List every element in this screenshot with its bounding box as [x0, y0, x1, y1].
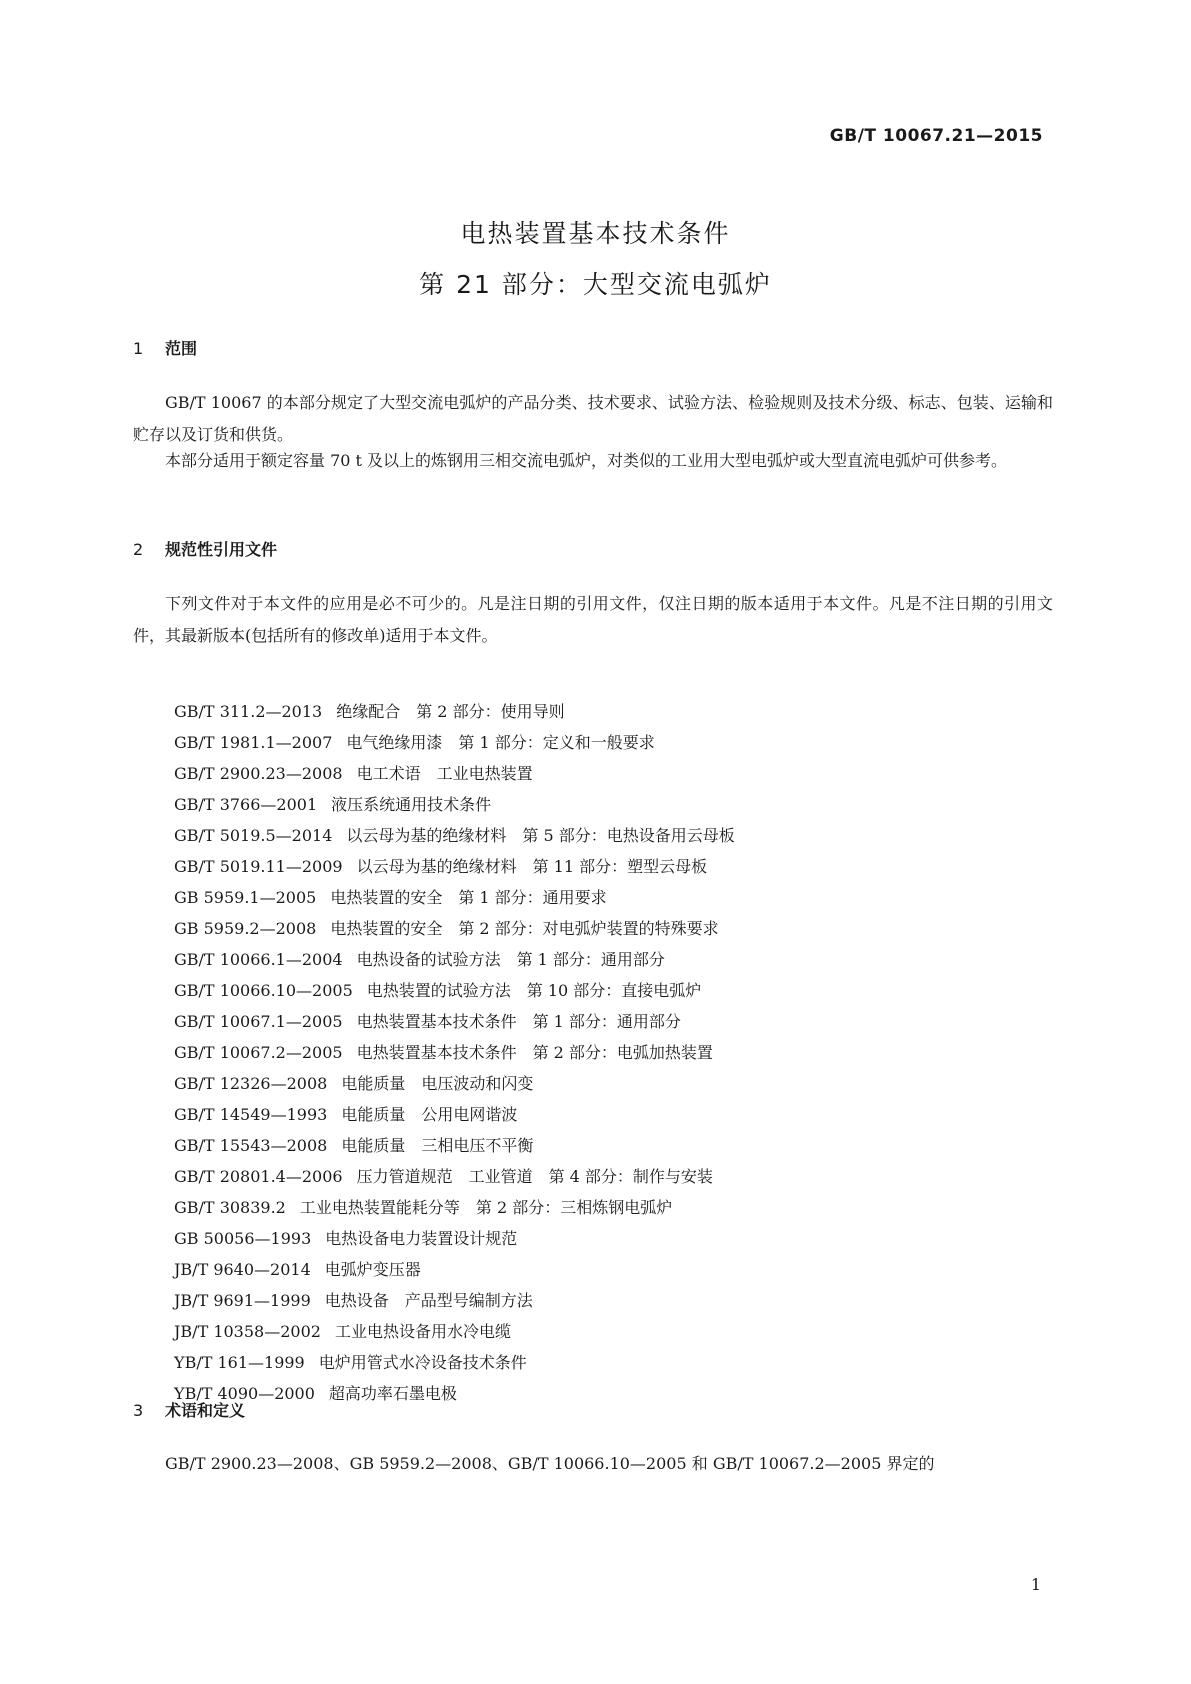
section-1-heading	[133, 336, 197, 359]
reference-item	[174, 851, 735, 882]
reference-code: GB/T 20801.4—2006	[174, 1167, 343, 1186]
reference-code: GB/T 311.2—2013	[174, 702, 323, 721]
reference-code: GB/T 10066.1—2004	[174, 950, 343, 969]
reference-item	[174, 1099, 735, 1130]
reference-code: YB/T 4090—2000	[174, 1384, 315, 1403]
reference-item	[174, 913, 735, 944]
section-3-heading	[133, 1398, 245, 1421]
reference-item	[174, 944, 735, 975]
section-number: 1	[133, 339, 144, 358]
reference-item	[174, 1068, 735, 1099]
reference-item	[174, 758, 735, 789]
reference-code: GB/T 12326—2008	[174, 1074, 328, 1093]
reference-code: GB/T 10067.1—2005	[174, 1012, 343, 1031]
reference-item	[174, 1192, 735, 1223]
reference-code: GB 5959.1—2005	[174, 888, 317, 907]
reference-title: 工业电热装置能耗分等 第 2 部分：三相炼钢电弧炉	[299, 1198, 673, 1217]
reference-code: GB 50056—1993	[174, 1229, 312, 1248]
reference-code: GB/T 5019.5—2014	[174, 826, 333, 845]
reference-item	[174, 1161, 735, 1192]
reference-item	[174, 1223, 735, 1254]
reference-title: 压力管道规范 工业管道 第 4 部分：制作与安装	[356, 1167, 713, 1186]
reference-code: GB/T 14549—1993	[174, 1105, 328, 1124]
document-title-line1: 电热装置基本技术条件	[460, 219, 731, 248]
reference-item	[174, 1006, 735, 1037]
reference-item	[174, 696, 735, 727]
reference-item	[174, 1285, 735, 1316]
reference-code: GB/T 3766—2001	[174, 795, 318, 814]
reference-code: JB/T 9640—2014	[174, 1260, 311, 1279]
reference-item	[174, 820, 735, 851]
reference-title: 电热装置的安全 第 1 部分：通用要求	[330, 888, 607, 907]
reference-title: 电能质量 公用电网谐波	[341, 1105, 518, 1124]
reference-title: 电热设备的试验方法 第 1 部分：通用部分	[356, 950, 665, 969]
reference-title: 电热装置的试验方法 第 10 部分：直接电弧炉	[366, 981, 702, 1000]
references-intro-paragraph: 下列文件对于本文件的应用是必不可少的。凡是注日期的引用文件，仅注日期的版本适用于本文件。凡是不注日期的引用文件，其最新版本(包括所有的修改单)适用于本文件。	[133, 594, 1053, 645]
reference-title: 电热设备电力装置设计规范	[325, 1229, 518, 1248]
reference-item	[174, 1037, 735, 1068]
reference-title: 电热装置基本技术条件 第 1 部分：通用部分	[356, 1012, 681, 1031]
scope-paragraph-1: GB/T 10067 的本部分规定了大型交流电弧炉的产品分类、技术要求、试验方法、检验规则及技术分级、标志、包装、运输和贮存以及订货和供货。	[133, 393, 1053, 444]
reference-code: GB/T 10067.2—2005	[174, 1043, 343, 1062]
reference-item	[174, 789, 735, 820]
section-number: 3	[133, 1401, 144, 1420]
standard-code: GB/T 10067.21—2015	[829, 126, 1043, 146]
reference-title: 电能质量 电压波动和闪变	[341, 1074, 534, 1093]
reference-code: GB 5959.2—2008	[174, 919, 317, 938]
reference-item	[174, 882, 735, 913]
reference-title: 电炉用管式水冷设备技术条件	[318, 1353, 527, 1372]
reference-code: GB/T 30839.2	[174, 1198, 286, 1217]
reference-code: GB/T 10066.10—2005	[174, 981, 353, 1000]
reference-title: 电弧炉变压器	[324, 1260, 421, 1279]
reference-title: 液压系统通用技术条件	[331, 795, 492, 814]
section-number: 2	[133, 540, 144, 559]
reference-title: 以云母为基的绝缘材料 第 5 部分：电热设备用云母板	[346, 826, 735, 845]
reference-title: 电能质量 三相电压不平衡	[341, 1136, 534, 1155]
reference-item	[174, 1347, 735, 1378]
reference-code: GB/T 1981.1—2007	[174, 733, 333, 752]
reference-item	[174, 1378, 735, 1409]
reference-item	[174, 727, 735, 758]
reference-title: 电气绝缘用漆 第 1 部分：定义和一般要求	[346, 733, 655, 752]
reference-code: GB/T 5019.11—2009	[174, 857, 343, 876]
terms-paragraph: GB/T 2900.23—2008、GB 5959.2—2008、GB/T 10066.10—2005 和 GB/T 10067.2—2005 界定的	[165, 1454, 935, 1473]
scope-paragraph-2: 本部分适用于额定容量 70 t 及以上的炼钢用三相交流电弧炉，对类似的工业用大型电弧炉或大型直流电弧炉可供参考。	[165, 451, 1008, 470]
section-2-heading	[133, 537, 277, 560]
reference-code: JB/T 10358—2002	[174, 1322, 321, 1341]
reference-title: 电热设备 产品型号编制方法	[324, 1291, 533, 1310]
document-title-line2: 第 21 部分：大型交流电弧炉	[419, 270, 772, 299]
reference-code: GB/T 2900.23—2008	[174, 764, 343, 783]
reference-title: 以云母为基的绝缘材料 第 11 部分：塑型云母板	[356, 857, 708, 876]
reference-title: 绝缘配合 第 2 部分：使用导则	[336, 702, 565, 721]
reference-code: YB/T 161—1999	[174, 1353, 305, 1372]
reference-title: 工业电热设备用水冷电缆	[334, 1322, 511, 1341]
reference-code: JB/T 9691—1999	[174, 1291, 311, 1310]
normative-references-list	[174, 696, 735, 1409]
reference-item	[174, 1316, 735, 1347]
reference-item	[174, 975, 735, 1006]
reference-item	[174, 1130, 735, 1161]
reference-title: 电热装置基本技术条件 第 2 部分：电弧加热装置	[356, 1043, 713, 1062]
section-title: 范围	[165, 339, 198, 358]
section-title: 术语和定义	[165, 1401, 246, 1420]
reference-item	[174, 1254, 735, 1285]
reference-title: 超高功率石墨电极	[328, 1384, 457, 1403]
section-title: 规范性引用文件	[165, 540, 278, 559]
page-number: 1	[1030, 1575, 1041, 1594]
reference-title: 电工术语 工业电热装置	[356, 764, 533, 783]
reference-code: GB/T 15543—2008	[174, 1136, 328, 1155]
reference-title: 电热装置的安全 第 2 部分：对电弧炉装置的特殊要求	[330, 919, 719, 938]
